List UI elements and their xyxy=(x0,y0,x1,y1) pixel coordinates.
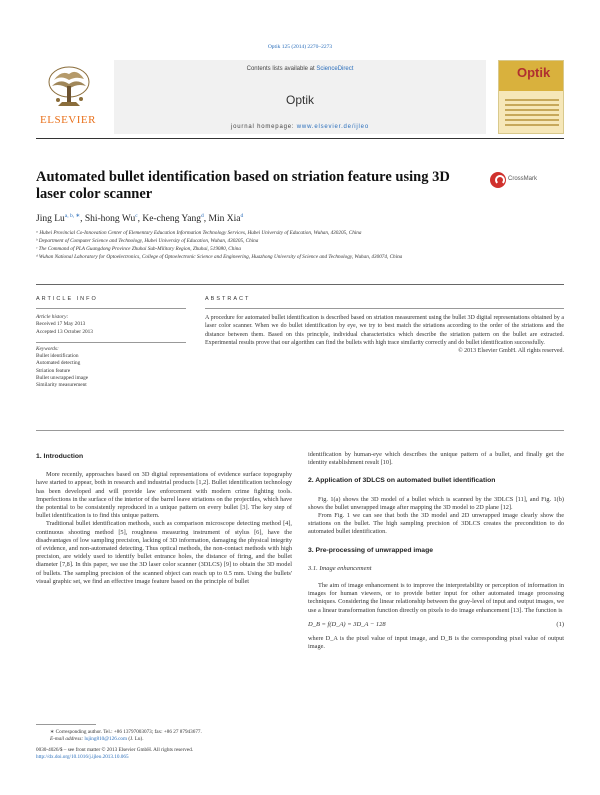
section-heading: 3. Pre-processing of unwrapped image xyxy=(308,546,434,554)
author[interactable]: Ke-cheng Yang$^d$ xyxy=(142,213,204,225)
body-left-column xyxy=(36,451,292,586)
accepted-date: Accepted 13 October 2013 xyxy=(36,328,93,335)
keyword: Bullet unwrapped image xyxy=(36,375,89,382)
journal-header xyxy=(36,60,564,134)
keyword: Similarity measurement xyxy=(36,382,87,389)
body-right-column xyxy=(308,451,564,651)
elsevier-logo[interactable] xyxy=(36,60,100,132)
paragraph: The aim of image enhancement is to improve the interpretability or perception of information in images for human viewers, or to provide better input for other automated image processing techniques. Considering the linear relationship between the gray-level of input and output images, we use a linear transformation function directly on pixels to do image enhancement [13]. The function is xyxy=(308,582,564,614)
journal-cover[interactable] xyxy=(498,60,564,134)
keyword: Automated detecting xyxy=(36,360,81,367)
cover-title: Optik xyxy=(517,65,551,80)
top-citation[interactable]: Optik 125 (2014) 2270–2273 xyxy=(267,44,333,50)
journal-info-box xyxy=(114,60,486,134)
affiliation: ᵃ Hubei Provincial Co-Innovation Center of Elementary Education Information Technology Services, Hubei University of Education, Wuhan, 430205, China xyxy=(36,230,362,236)
affiliation: ᶜ The Command of PLA Guangdong Province Zhuhai Sub-Military Region, Zhuhai, 519080, China xyxy=(36,246,241,252)
affiliations xyxy=(36,229,556,261)
paragraph: From Fig. 1 we can see that both the 3D model and 2D unwrapped image clearly show the striations on the bullet. The high sampling precision of 3DLCS creates the precondition to do automated bullet identification. xyxy=(308,512,564,536)
article-info xyxy=(36,296,186,390)
publisher-name: ELSEVIER xyxy=(40,114,96,126)
article-title: Automated bullet identification based on striation feature using 3D laser color scanner xyxy=(36,169,450,202)
equation-number: (1) xyxy=(556,620,564,628)
keyword: Bullet identification xyxy=(36,353,79,360)
keyword: Striation feature xyxy=(36,367,71,374)
keywords-label: Keywords: xyxy=(36,345,59,352)
sciencedirect-link[interactable]: ScienceDirect xyxy=(316,66,354,72)
title-divider xyxy=(36,284,564,285)
article-info-heading: ARTICLE INFO xyxy=(36,296,98,302)
author[interactable]: Shi-hong Wu$^c$ xyxy=(84,213,138,225)
corresponding-author: ∗ Corresponding author. Tel.: +86 13797003073; fax: +86 27 87943677. xyxy=(50,729,202,735)
journal-title: Optik xyxy=(285,93,314,107)
journal-homepage: journal homepage: www.elsevier.de/ijleo xyxy=(231,124,369,130)
cover-decoration xyxy=(505,99,559,129)
issn-line: 0030-4026/$ – see front matter © 2013 Elsevier GmbH. All rights reserved. xyxy=(36,747,194,753)
email-link[interactable]: lujing810@126.com xyxy=(84,736,128,742)
subsection-heading: 3.1. Image enhancement xyxy=(308,564,372,572)
email-line: E-mail address: lujing810@126.com (J. Lu). xyxy=(50,736,144,742)
abstract-copyright: © 2013 Elsevier GmbH. All rights reserved. xyxy=(458,347,564,354)
paragraph: identification by human-eye which describes the unique pattern of a bullet, and finally get the identity establishment result [10]. xyxy=(308,451,564,467)
author-list: Jing $Lu^{a, b, ∗}$, Shi-hong Wu$^c$, Ke-cheng Yang$^d$, Min Xia$^d$ xyxy=(36,213,244,225)
equation xyxy=(308,621,564,629)
equation-body: D_B = f(D_A) = 3D_A − 128 xyxy=(308,620,386,628)
homepage-link[interactable]: www.elsevier.de/ijleo xyxy=(296,124,369,130)
abstract xyxy=(205,296,564,354)
abstract-text: A procedure for automated bullet identification is described based on striation measurement using the bullet 3D digital representations obtained by a laser color scanner. When we do bullet identification by eye, we try to best match the striations according to the order of the striations and the distance between them. Based on this principle, individual characteristics which describe the striation pattern on the bullet are extracted. Experimental results prove that our algorithm can find the bullets with high trace similarity correctly and do bullet identification successfully. xyxy=(205,315,564,347)
doi-link[interactable]: http://dx.doi.org/10.1016/j.ijleo.2013.10.065 xyxy=(36,754,129,760)
author[interactable]: Min Xia$^d$ xyxy=(208,213,244,225)
tree-icon xyxy=(46,64,92,110)
history-label: Article history: xyxy=(36,314,69,320)
abstract-divider xyxy=(36,430,564,431)
received-date: Received 17 May 2013 xyxy=(36,321,86,328)
contents-line: Contents lists available at ScienceDirect xyxy=(246,66,354,72)
section-heading: 2. Application of 3DLCS on automated bullet identification xyxy=(308,477,496,485)
footnotes xyxy=(36,724,286,761)
author[interactable]: Jing $Lu^{a, b, ∗}$ xyxy=(36,213,81,225)
paragraph: Traditional bullet identification methods, such as comparison microscope detecting method [4], continuous shooting method [5], roughness measuring instrument of stylus [6], have the disadvantages of low sampling precision, lacking of 3D information, damaging the physical integrity of evidence, and non-automated detecting. Thus optical methods, the non-contact methods with high precision, are widely used to identify bullet entrance holes, the distance of firing, and the bullet diameter [7,8]. In this paper, we use the 3D laser color scanner (3DLCS) [9] to obtain the 3D model of bullets. The sampling precision of the scanned object can reach up to 0.5 mm. Using the bullets' visual graphic set, we find an effective image feature based on the principle of bullet xyxy=(36,520,292,585)
section-heading: 1. Introduction xyxy=(36,453,84,460)
paragraph: where D_A is the pixel value of input image, and D_B is the corresponding pixel value of output image. xyxy=(308,635,564,651)
abstract-heading: ABSTRACT xyxy=(205,296,251,302)
crossmark-icon xyxy=(490,172,506,188)
crossmark-badge[interactable]: CrossMark xyxy=(490,172,560,188)
header-divider xyxy=(36,138,564,139)
affiliation: ᵈ Wuhan National Laboratory for Optoelectronics, College of Optoelectronic Science and Engineering, Huazhong University of Science and Technology, Wuhan, 430074, China xyxy=(36,254,403,260)
paragraph: Fig. 1(a) shows the 3D model of a bullet which is scanned by the 3DLCS [11], and Fig. 1(b) shows the bullet unwrapped image after mapping the 3D model to 2D plane [12]. xyxy=(308,495,564,511)
affiliation: ᵇ Department of Computer Science and Technology, Hubei University of Education, Wuhan, 430205, China xyxy=(36,238,259,244)
paragraph: More recently, approaches based on 3D digital representations of evidence surface topography have started to appear, both in research and industrial products [1,2]. Bullet identification technology has been developed and will provide law enforcement with modern crime fighting tools. Imperfections in the surface of the interior of the barrel leave striations on the projectiles, which have the potential to be consistently reproduced in a unique pattern on every bullet [3]. The key step of bullet identification is to find this unique pattern. xyxy=(36,471,292,520)
